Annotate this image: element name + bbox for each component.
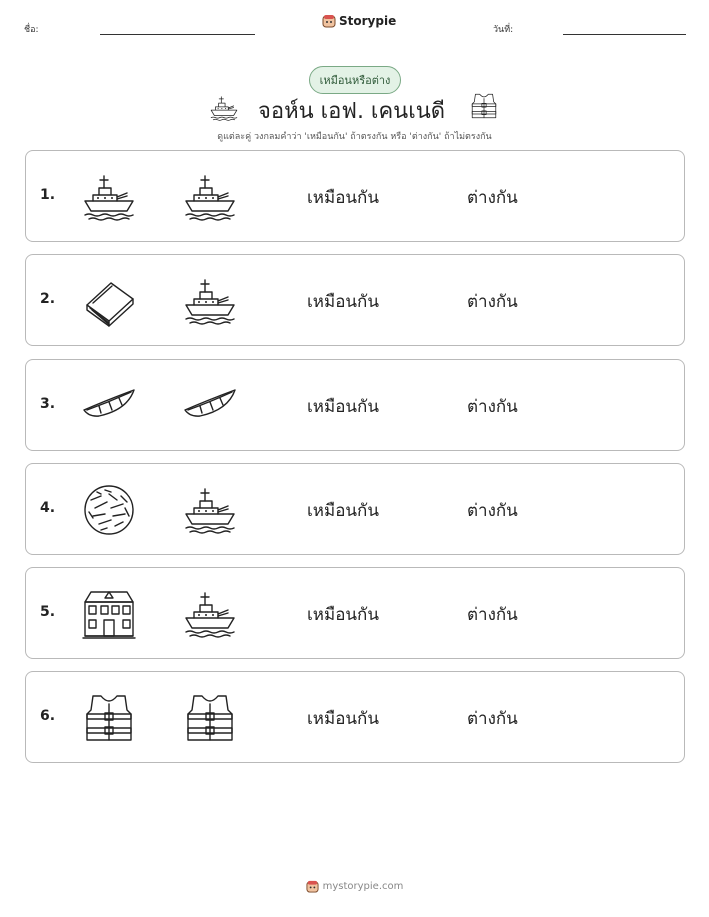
same-option[interactable]: เหมือนกัน — [307, 188, 379, 208]
title-row — [0, 92, 709, 124]
question-number: 3. — [40, 396, 56, 412]
brand-logo — [322, 14, 396, 28]
name-field-line[interactable] — [100, 34, 255, 35]
canoe-icon — [81, 380, 137, 432]
different-option[interactable]: ต่างกัน — [467, 709, 518, 729]
same-option[interactable]: เหมือนกัน — [307, 397, 379, 417]
name-label: ชื่อ: — [24, 25, 39, 35]
battleship-icon — [182, 484, 238, 536]
different-option[interactable]: ต่างกัน — [467, 501, 518, 521]
life-vest-icon — [182, 692, 238, 744]
life-vest-icon — [81, 692, 137, 744]
worksheet-header — [0, 14, 709, 44]
question-number: 6. — [40, 708, 56, 724]
storypie-mascot-icon — [322, 14, 336, 28]
footer-site: mystorypie.com — [322, 881, 404, 892]
footer — [0, 880, 709, 893]
different-option[interactable]: ต่างกัน — [467, 188, 518, 208]
battleship-icon — [209, 94, 239, 126]
coconut-icon — [81, 484, 137, 536]
brand-name: Storypie — [339, 14, 397, 28]
page-title: จอห์น เอฟ. เคนเนดี — [258, 99, 446, 124]
same-option[interactable]: เหมือนกัน — [307, 292, 379, 312]
question-row-5 — [25, 567, 685, 659]
question-row-4 — [25, 463, 685, 555]
same-option[interactable]: เหมือนกัน — [307, 709, 379, 729]
question-number: 1. — [40, 187, 56, 203]
different-option[interactable]: ต่างกัน — [467, 292, 518, 312]
question-row-3 — [25, 359, 685, 451]
battleship-icon — [182, 171, 238, 223]
question-number: 4. — [40, 500, 56, 516]
date-label: วันที่: — [493, 25, 514, 35]
question-number: 2. — [40, 291, 56, 307]
storypie-mascot-icon — [306, 880, 319, 893]
battleship-icon — [182, 275, 238, 327]
different-option[interactable]: ต่างกัน — [467, 605, 518, 625]
life-vest-icon — [469, 92, 499, 124]
question-row-1 — [25, 150, 685, 242]
same-option[interactable]: เหมือนกัน — [307, 605, 379, 625]
book-icon — [81, 275, 137, 327]
house-icon — [81, 588, 137, 640]
question-row-2 — [25, 254, 685, 346]
worksheet-type-badge: เหมือนหรือต่าง — [309, 66, 401, 94]
instructions: ดูแต่ละคู่ วงกลมคำว่า 'เหมือนกัน' ถ้าตรงกัน หรือ 'ต่างกัน' ถ้าไม่ตรงกัน — [217, 132, 492, 142]
question-row-6 — [25, 671, 685, 763]
battleship-icon — [81, 171, 137, 223]
date-field-line[interactable] — [563, 34, 686, 35]
same-option[interactable]: เหมือนกัน — [307, 501, 379, 521]
canoe-icon — [182, 380, 238, 432]
question-number: 5. — [40, 604, 56, 620]
different-option[interactable]: ต่างกัน — [467, 397, 518, 417]
battleship-icon — [182, 588, 238, 640]
